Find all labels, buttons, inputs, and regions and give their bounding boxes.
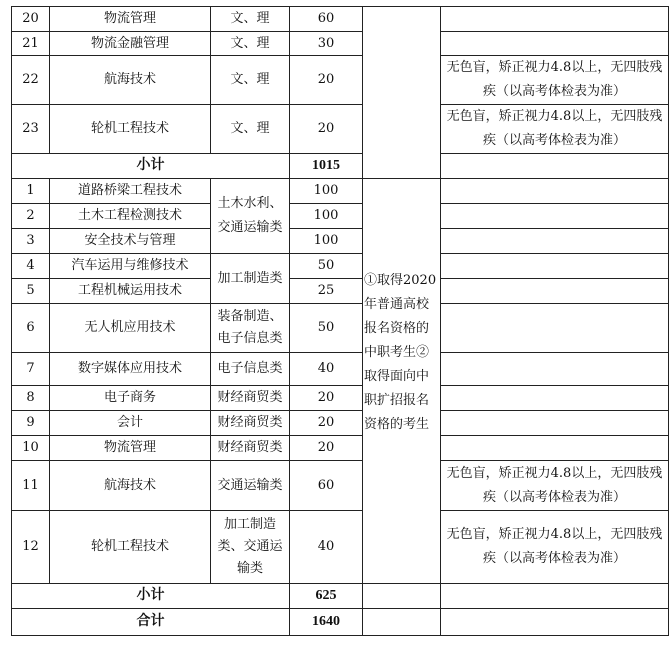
plan-count: 100 <box>290 204 363 229</box>
major-name: 会计 <box>50 411 211 436</box>
category-cell: 财经商贸类 <box>211 411 290 436</box>
row-number: 6 <box>12 304 50 353</box>
requirement-cell-empty <box>363 584 441 609</box>
note-cell: 无色盲，矫正视力4.8以上，无四肢残疾（以高考体检表为准） <box>441 461 669 511</box>
plan-count: 100 <box>290 179 363 204</box>
requirement-cell <box>363 179 441 584</box>
row-number: 20 <box>12 7 50 32</box>
subtotal-row <box>12 154 669 179</box>
plan-count: 20 <box>290 436 363 461</box>
category-cell: 财经商贸类 <box>211 436 290 461</box>
table-row <box>12 204 669 229</box>
note-cell <box>441 32 669 56</box>
major-name: 安全技术与管理 <box>50 229 211 254</box>
category-cell: 交通运输类 <box>211 461 290 511</box>
table-row <box>12 56 669 105</box>
category-cell: 装备制造、电子信息类 <box>211 304 290 353</box>
plan-count: 30 <box>290 32 363 56</box>
plan-count: 20 <box>290 411 363 436</box>
note-cell: 无色盲，矫正视力4.8以上，无四肢残疾（以高考体检表为准） <box>441 56 669 105</box>
note-cell <box>441 353 669 386</box>
total-label: 合计 <box>12 609 290 636</box>
note-cell <box>441 154 669 179</box>
category-cell: 土木水利、交通运输类 <box>211 179 290 254</box>
plan-count: 40 <box>290 353 363 386</box>
plan-count: 25 <box>290 279 363 304</box>
table-row <box>12 229 669 254</box>
subject-type: 文、理 <box>211 32 290 56</box>
row-number: 10 <box>12 436 50 461</box>
plan-count: 60 <box>290 7 363 32</box>
category-cell: 加工制造类、交通运输类 <box>211 511 290 584</box>
note-cell <box>441 584 669 609</box>
table-row <box>12 279 669 304</box>
row-number: 9 <box>12 411 50 436</box>
major-name: 土木工程检测技术 <box>50 204 211 229</box>
requirement-cell-empty <box>363 7 441 179</box>
table-row <box>12 304 669 353</box>
row-number: 5 <box>12 279 50 304</box>
major-name: 道路桥梁工程技术 <box>50 179 211 204</box>
subject-type: 文、理 <box>211 7 290 32</box>
category-cell: 电子信息类 <box>211 353 290 386</box>
category-cell: 财经商贸类 <box>211 386 290 411</box>
major-name: 物流管理 <box>50 436 211 461</box>
table-row <box>12 386 669 411</box>
plan-count: 20 <box>290 105 363 154</box>
major-name: 无人机应用技术 <box>50 304 211 353</box>
row-number: 11 <box>12 461 50 511</box>
total-value: 1640 <box>290 609 363 636</box>
major-name: 物流金融管理 <box>50 32 211 56</box>
enrollment-table <box>11 6 669 636</box>
total-row <box>12 609 669 636</box>
row-number: 23 <box>12 105 50 154</box>
major-name: 数字媒体应用技术 <box>50 353 211 386</box>
major-name: 工程机械运用技术 <box>50 279 211 304</box>
note-cell <box>441 204 669 229</box>
category-cell: 加工制造类 <box>211 254 290 304</box>
row-number: 7 <box>12 353 50 386</box>
major-name: 轮机工程技术 <box>50 105 211 154</box>
table-row <box>12 32 669 56</box>
note-cell <box>441 304 669 353</box>
row-number: 22 <box>12 56 50 105</box>
subtotal-value: 1015 <box>290 154 363 179</box>
major-name: 物流管理 <box>50 7 211 32</box>
plan-count: 50 <box>290 254 363 279</box>
note-cell: 无色盲，矫正视力4.8以上，无四肢残疾（以高考体检表为准） <box>441 105 669 154</box>
plan-count: 20 <box>290 56 363 105</box>
subject-type: 文、理 <box>211 56 290 105</box>
major-name: 航海技术 <box>50 461 211 511</box>
note-cell <box>441 279 669 304</box>
subject-type: 文、理 <box>211 105 290 154</box>
major-name: 航海技术 <box>50 56 211 105</box>
requirement-cell-empty <box>363 609 441 636</box>
table-row <box>12 179 669 204</box>
plan-count: 60 <box>290 461 363 511</box>
note-cell <box>441 179 669 204</box>
note-cell <box>441 411 669 436</box>
subtotal-value: 625 <box>290 584 363 609</box>
major-name: 汽车运用与维修技术 <box>50 254 211 279</box>
row-number: 21 <box>12 32 50 56</box>
table-row <box>12 254 669 279</box>
plan-count: 20 <box>290 386 363 411</box>
table-row <box>12 353 669 386</box>
table-row <box>12 105 669 154</box>
major-name: 轮机工程技术 <box>50 511 211 584</box>
note-cell <box>441 7 669 32</box>
table-row <box>12 511 669 584</box>
table-row <box>12 7 669 32</box>
plan-count: 100 <box>290 229 363 254</box>
note-cell <box>441 609 669 636</box>
table-row <box>12 411 669 436</box>
subtotal-label: 小计 <box>12 154 290 179</box>
row-number: 3 <box>12 229 50 254</box>
row-number: 1 <box>12 179 50 204</box>
major-name: 电子商务 <box>50 386 211 411</box>
note-cell <box>441 386 669 411</box>
note-cell <box>441 436 669 461</box>
table-row <box>12 461 669 511</box>
subtotal-label: 小计 <box>12 584 290 609</box>
row-number: 12 <box>12 511 50 584</box>
note-cell <box>441 229 669 254</box>
plan-count: 50 <box>290 304 363 353</box>
subtotal-row <box>12 584 669 609</box>
note-cell: 无色盲，矫正视力4.8以上，无四肢残疾（以高考体检表为准） <box>441 511 669 584</box>
row-number: 8 <box>12 386 50 411</box>
plan-count: 40 <box>290 511 363 584</box>
requirement-text: ①取得2020年普通高校报名资格的中职考生②取得面向中职扩招报名资格的考生 <box>364 273 437 432</box>
note-cell <box>441 254 669 279</box>
table-row <box>12 436 669 461</box>
row-number: 4 <box>12 254 50 279</box>
row-number: 2 <box>12 204 50 229</box>
